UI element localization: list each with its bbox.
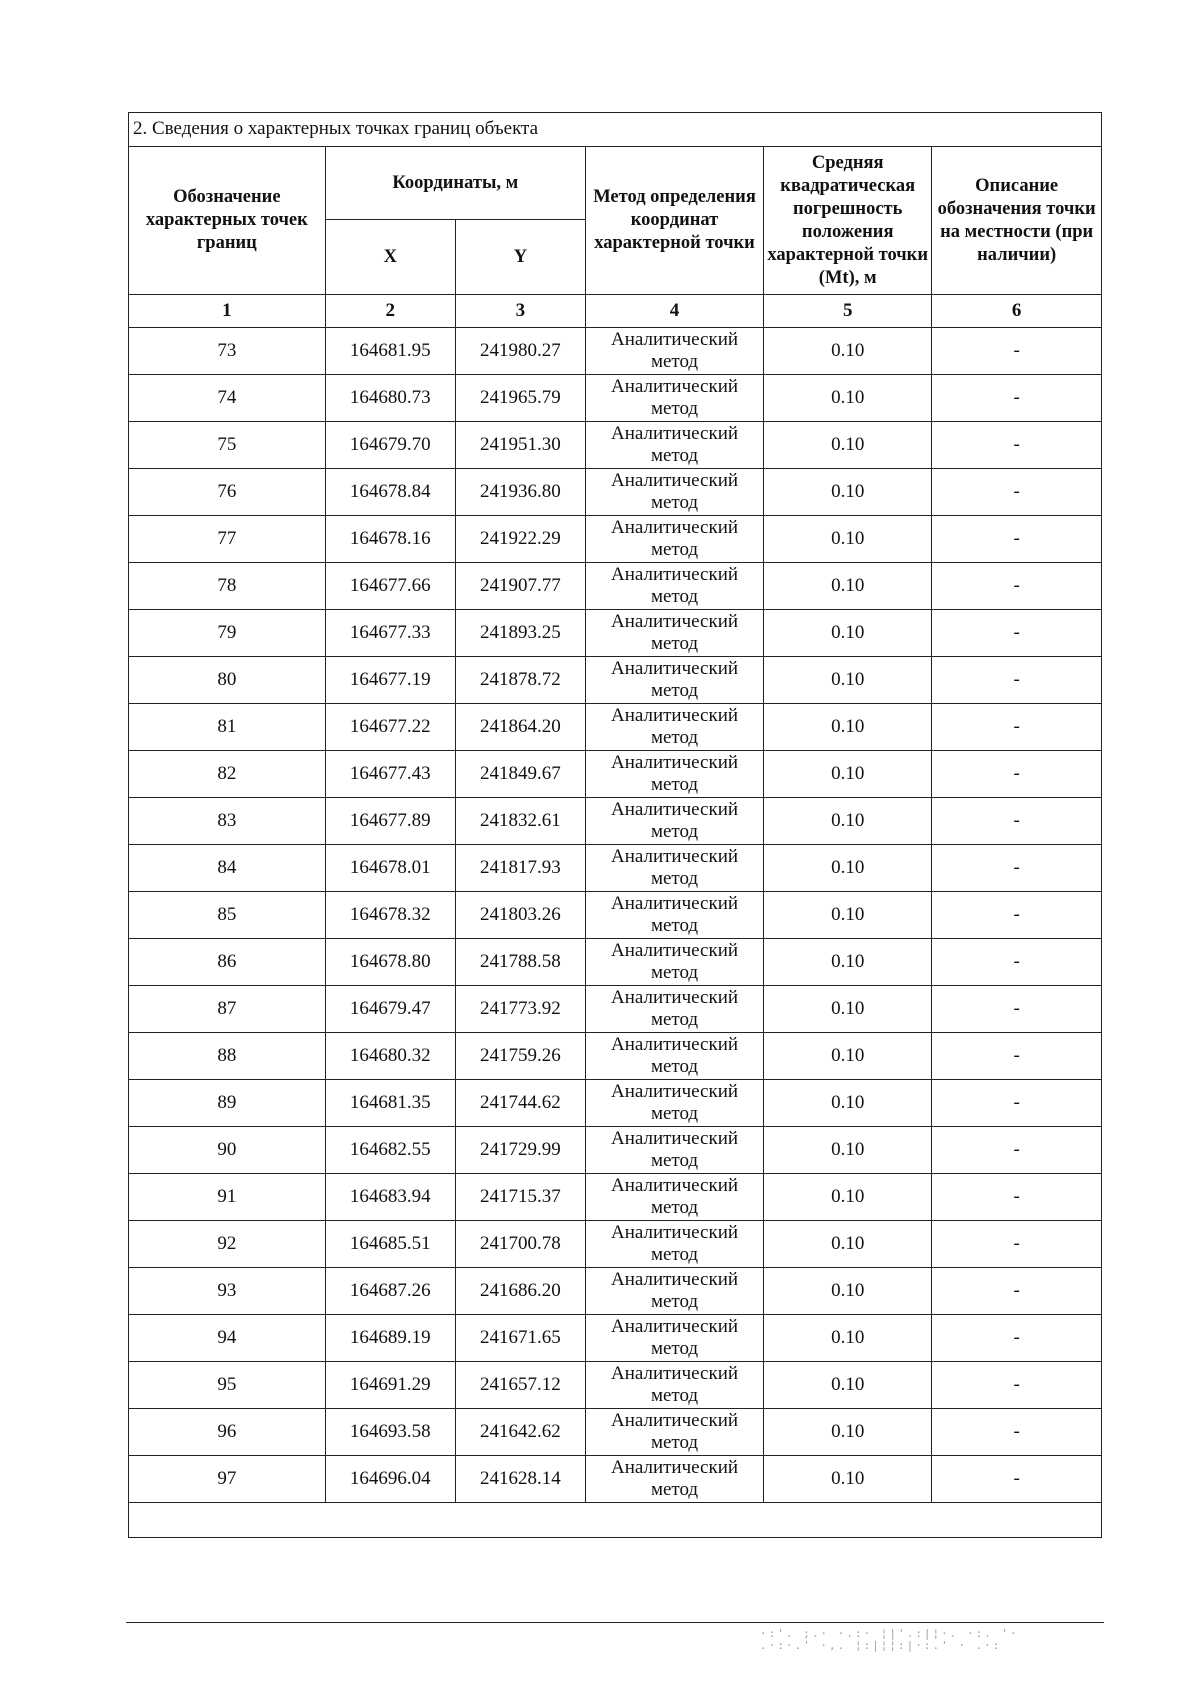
header-x: X bbox=[325, 220, 455, 295]
cell-y: 241700.78 bbox=[455, 1221, 585, 1268]
cell-error: 0.10 bbox=[764, 1362, 932, 1409]
cell-y: 241657.12 bbox=[455, 1362, 585, 1409]
cell-error: 0.10 bbox=[764, 798, 932, 845]
table-row bbox=[129, 704, 1101, 751]
method-text: Аналитический метод bbox=[610, 423, 739, 466]
cell-method bbox=[585, 610, 763, 657]
cell-method bbox=[585, 845, 763, 892]
cell-point: 89 bbox=[129, 1080, 325, 1127]
cell-description: - bbox=[932, 422, 1101, 469]
cell-method bbox=[585, 704, 763, 751]
cell-y: 241864.20 bbox=[455, 704, 585, 751]
cell-description: - bbox=[932, 798, 1101, 845]
cell-y: 241671.65 bbox=[455, 1315, 585, 1362]
table-row bbox=[129, 1362, 1101, 1409]
cell-description: - bbox=[932, 375, 1101, 422]
table-row bbox=[129, 939, 1101, 986]
table-row bbox=[129, 469, 1101, 516]
table-row bbox=[129, 751, 1101, 798]
method-text: Аналитический метод bbox=[610, 799, 739, 842]
cell-method bbox=[585, 375, 763, 422]
cell-error: 0.10 bbox=[764, 563, 932, 610]
method-text: Аналитический метод bbox=[610, 705, 739, 748]
table-row bbox=[129, 422, 1101, 469]
cell-point: 88 bbox=[129, 1033, 325, 1080]
cell-y: 241803.26 bbox=[455, 892, 585, 939]
cell-point: 84 bbox=[129, 845, 325, 892]
cell-error: 0.10 bbox=[764, 1409, 932, 1456]
cell-error: 0.10 bbox=[764, 1456, 932, 1503]
cell-x: 164677.89 bbox=[325, 798, 455, 845]
cell-description: - bbox=[932, 892, 1101, 939]
cell-point: 85 bbox=[129, 892, 325, 939]
boundary-points-table bbox=[129, 147, 1101, 1537]
cell-point: 74 bbox=[129, 375, 325, 422]
cell-y: 241832.61 bbox=[455, 798, 585, 845]
cell-description: - bbox=[932, 986, 1101, 1033]
cell-point: 79 bbox=[129, 610, 325, 657]
column-number: 2 bbox=[325, 295, 455, 328]
cell-y: 241893.25 bbox=[455, 610, 585, 657]
cell-error: 0.10 bbox=[764, 986, 932, 1033]
method-text: Аналитический метод bbox=[610, 1269, 739, 1312]
cell-y: 241628.14 bbox=[455, 1456, 585, 1503]
cell-x: 164679.47 bbox=[325, 986, 455, 1033]
cell-y: 241951.30 bbox=[455, 422, 585, 469]
cell-description: - bbox=[932, 1315, 1101, 1362]
method-text: Аналитический метод bbox=[610, 376, 739, 419]
method-text: Аналитический метод bbox=[610, 1081, 739, 1124]
cell-description: - bbox=[932, 1362, 1101, 1409]
table-body bbox=[129, 328, 1101, 1503]
header-description: Описание обозначения точки на местности (при наличии) bbox=[932, 147, 1101, 295]
scan-artifacts: ·:'. ;.· ·.:· ¦|'.:|¦·. ·:. '· .·:·.' ·,. ¦:|¦¦:|·:.' · .·: bbox=[760, 1627, 1019, 1652]
cell-method bbox=[585, 1409, 763, 1456]
cell-error: 0.10 bbox=[764, 469, 932, 516]
table-row bbox=[129, 1080, 1101, 1127]
cell-method bbox=[585, 1221, 763, 1268]
cell-method bbox=[585, 563, 763, 610]
method-text: Аналитический метод bbox=[610, 564, 739, 607]
cell-error: 0.10 bbox=[764, 328, 932, 375]
header-method: Метод определения координат характерной точки bbox=[585, 147, 763, 295]
cell-method bbox=[585, 751, 763, 798]
cell-x: 164691.29 bbox=[325, 1362, 455, 1409]
cell-description: - bbox=[932, 845, 1101, 892]
method-text: Аналитический метод bbox=[610, 329, 739, 372]
table-row bbox=[129, 516, 1101, 563]
cell-error: 0.10 bbox=[764, 939, 932, 986]
cell-description: - bbox=[932, 1127, 1101, 1174]
method-text: Аналитический метод bbox=[610, 1316, 739, 1359]
cell-method bbox=[585, 986, 763, 1033]
table-row bbox=[129, 892, 1101, 939]
table-row bbox=[129, 657, 1101, 704]
cell-description: - bbox=[932, 469, 1101, 516]
cell-error: 0.10 bbox=[764, 1080, 932, 1127]
cell-method bbox=[585, 422, 763, 469]
cell-x: 164693.58 bbox=[325, 1409, 455, 1456]
table-row bbox=[129, 328, 1101, 375]
cell-x: 164678.84 bbox=[325, 469, 455, 516]
cell-description: - bbox=[932, 516, 1101, 563]
cell-y: 241729.99 bbox=[455, 1127, 585, 1174]
cell-point: 75 bbox=[129, 422, 325, 469]
method-text: Аналитический метод bbox=[610, 470, 739, 513]
cell-error: 0.10 bbox=[764, 1315, 932, 1362]
cell-x: 164682.55 bbox=[325, 1127, 455, 1174]
cell-point: 78 bbox=[129, 563, 325, 610]
cell-method bbox=[585, 1268, 763, 1315]
cell-point: 92 bbox=[129, 1221, 325, 1268]
cell-method bbox=[585, 1362, 763, 1409]
cell-description: - bbox=[932, 939, 1101, 986]
cell-point: 97 bbox=[129, 1456, 325, 1503]
table-row bbox=[129, 375, 1101, 422]
cell-x: 164678.16 bbox=[325, 516, 455, 563]
cell-y: 241788.58 bbox=[455, 939, 585, 986]
cell-x: 164677.22 bbox=[325, 704, 455, 751]
method-text: Аналитический метод bbox=[610, 846, 739, 889]
method-text: Аналитический метод bbox=[610, 517, 739, 560]
footer-rule bbox=[126, 1622, 1104, 1623]
method-text: Аналитический метод bbox=[610, 1128, 739, 1171]
cell-x: 164689.19 bbox=[325, 1315, 455, 1362]
table-row bbox=[129, 1315, 1101, 1362]
table-row bbox=[129, 1174, 1101, 1221]
column-number: 6 bbox=[932, 295, 1101, 328]
column-number: 4 bbox=[585, 295, 763, 328]
table-row bbox=[129, 1221, 1101, 1268]
cell-x: 164677.66 bbox=[325, 563, 455, 610]
cell-x: 164687.26 bbox=[325, 1268, 455, 1315]
cell-y: 241744.62 bbox=[455, 1080, 585, 1127]
table-row bbox=[129, 1033, 1101, 1080]
method-text: Аналитический метод bbox=[610, 1175, 739, 1218]
cell-x: 164696.04 bbox=[325, 1456, 455, 1503]
table-row bbox=[129, 1409, 1101, 1456]
table-row bbox=[129, 563, 1101, 610]
cell-error: 0.10 bbox=[764, 1268, 932, 1315]
cell-method bbox=[585, 516, 763, 563]
cell-x: 164678.80 bbox=[325, 939, 455, 986]
cell-x: 164677.43 bbox=[325, 751, 455, 798]
cell-description: - bbox=[932, 1033, 1101, 1080]
cell-error: 0.10 bbox=[764, 610, 932, 657]
cell-x: 164678.01 bbox=[325, 845, 455, 892]
empty-row bbox=[129, 1503, 1101, 1538]
cell-point: 73 bbox=[129, 328, 325, 375]
cell-y: 241878.72 bbox=[455, 657, 585, 704]
cell-x: 164681.95 bbox=[325, 328, 455, 375]
cell-y: 241686.20 bbox=[455, 1268, 585, 1315]
cell-error: 0.10 bbox=[764, 516, 932, 563]
cell-point: 95 bbox=[129, 1362, 325, 1409]
cell-y: 241715.37 bbox=[455, 1174, 585, 1221]
cell-point: 94 bbox=[129, 1315, 325, 1362]
cell-point: 93 bbox=[129, 1268, 325, 1315]
cell-description: - bbox=[932, 657, 1101, 704]
column-number: 1 bbox=[129, 295, 325, 328]
cell-description: - bbox=[932, 704, 1101, 751]
cell-x: 164680.73 bbox=[325, 375, 455, 422]
cell-x: 164683.94 bbox=[325, 1174, 455, 1221]
cell-x: 164677.33 bbox=[325, 610, 455, 657]
cell-description: - bbox=[932, 1268, 1101, 1315]
table-row bbox=[129, 1268, 1101, 1315]
header-point-label: Обозначение характерных точек границ bbox=[129, 147, 325, 295]
method-text: Аналитический метод bbox=[610, 1222, 739, 1265]
cell-error: 0.10 bbox=[764, 1221, 932, 1268]
method-text: Аналитический метод bbox=[610, 1363, 739, 1406]
cell-y: 241642.62 bbox=[455, 1409, 585, 1456]
empty-cell bbox=[129, 1503, 1101, 1538]
cell-point: 76 bbox=[129, 469, 325, 516]
method-text: Аналитический метод bbox=[610, 1457, 739, 1500]
cell-y: 241773.92 bbox=[455, 986, 585, 1033]
cell-description: - bbox=[932, 1174, 1101, 1221]
cell-y: 241817.93 bbox=[455, 845, 585, 892]
cell-point: 80 bbox=[129, 657, 325, 704]
boundary-points-sheet bbox=[128, 112, 1102, 1538]
section-caption: 2. Сведения о характерных точках границ объекта bbox=[129, 113, 1101, 147]
cell-method bbox=[585, 469, 763, 516]
table-row bbox=[129, 1456, 1101, 1503]
cell-description: - bbox=[932, 1080, 1101, 1127]
cell-x: 164677.19 bbox=[325, 657, 455, 704]
cell-method bbox=[585, 1174, 763, 1221]
cell-error: 0.10 bbox=[764, 657, 932, 704]
cell-error: 0.10 bbox=[764, 1033, 932, 1080]
cell-description: - bbox=[932, 610, 1101, 657]
cell-method bbox=[585, 892, 763, 939]
column-number: 3 bbox=[455, 295, 585, 328]
cell-point: 87 bbox=[129, 986, 325, 1033]
cell-point: 96 bbox=[129, 1409, 325, 1456]
cell-description: - bbox=[932, 563, 1101, 610]
method-text: Аналитический метод bbox=[610, 611, 739, 654]
table-row bbox=[129, 845, 1101, 892]
cell-y: 241759.26 bbox=[455, 1033, 585, 1080]
cell-description: - bbox=[932, 1221, 1101, 1268]
cell-method bbox=[585, 1033, 763, 1080]
cell-y: 241936.80 bbox=[455, 469, 585, 516]
method-text: Аналитический метод bbox=[610, 893, 739, 936]
cell-method bbox=[585, 1315, 763, 1362]
cell-point: 90 bbox=[129, 1127, 325, 1174]
cell-point: 83 bbox=[129, 798, 325, 845]
cell-point: 86 bbox=[129, 939, 325, 986]
cell-x: 164680.32 bbox=[325, 1033, 455, 1080]
cell-y: 241922.29 bbox=[455, 516, 585, 563]
cell-error: 0.10 bbox=[764, 375, 932, 422]
header-error: Средняя квадратическая погрешность положения характерной точки (Mt), м bbox=[764, 147, 932, 295]
cell-y: 241965.79 bbox=[455, 375, 585, 422]
method-text: Аналитический метод bbox=[610, 1034, 739, 1077]
method-text: Аналитический метод bbox=[610, 1410, 739, 1453]
cell-description: - bbox=[932, 1409, 1101, 1456]
cell-error: 0.10 bbox=[764, 422, 932, 469]
method-text: Аналитический метод bbox=[610, 940, 739, 983]
cell-point: 91 bbox=[129, 1174, 325, 1221]
cell-y: 241907.77 bbox=[455, 563, 585, 610]
cell-y: 241980.27 bbox=[455, 328, 585, 375]
cell-error: 0.10 bbox=[764, 751, 932, 798]
cell-error: 0.10 bbox=[764, 892, 932, 939]
cell-method bbox=[585, 1456, 763, 1503]
cell-x: 164681.35 bbox=[325, 1080, 455, 1127]
cell-point: 81 bbox=[129, 704, 325, 751]
method-text: Аналитический метод bbox=[610, 658, 739, 701]
table-row bbox=[129, 798, 1101, 845]
cell-description: - bbox=[932, 328, 1101, 375]
cell-x: 164678.32 bbox=[325, 892, 455, 939]
cell-error: 0.10 bbox=[764, 845, 932, 892]
cell-method bbox=[585, 1080, 763, 1127]
table-row bbox=[129, 610, 1101, 657]
cell-description: - bbox=[932, 751, 1101, 798]
cell-x: 164685.51 bbox=[325, 1221, 455, 1268]
table-row bbox=[129, 986, 1101, 1033]
method-text: Аналитический метод bbox=[610, 987, 739, 1030]
cell-method bbox=[585, 328, 763, 375]
cell-point: 77 bbox=[129, 516, 325, 563]
cell-error: 0.10 bbox=[764, 1174, 932, 1221]
cell-error: 0.10 bbox=[764, 704, 932, 751]
cell-error: 0.10 bbox=[764, 1127, 932, 1174]
cell-x: 164679.70 bbox=[325, 422, 455, 469]
cell-point: 82 bbox=[129, 751, 325, 798]
cell-method bbox=[585, 657, 763, 704]
cell-description: - bbox=[932, 1456, 1101, 1503]
column-number: 5 bbox=[764, 295, 932, 328]
header-y: Y bbox=[455, 220, 585, 295]
header-coordinates: Координаты, м bbox=[325, 147, 585, 220]
cell-method bbox=[585, 1127, 763, 1174]
cell-method bbox=[585, 798, 763, 845]
method-text: Аналитический метод bbox=[610, 752, 739, 795]
table-row bbox=[129, 1127, 1101, 1174]
cell-method bbox=[585, 939, 763, 986]
cell-y: 241849.67 bbox=[455, 751, 585, 798]
